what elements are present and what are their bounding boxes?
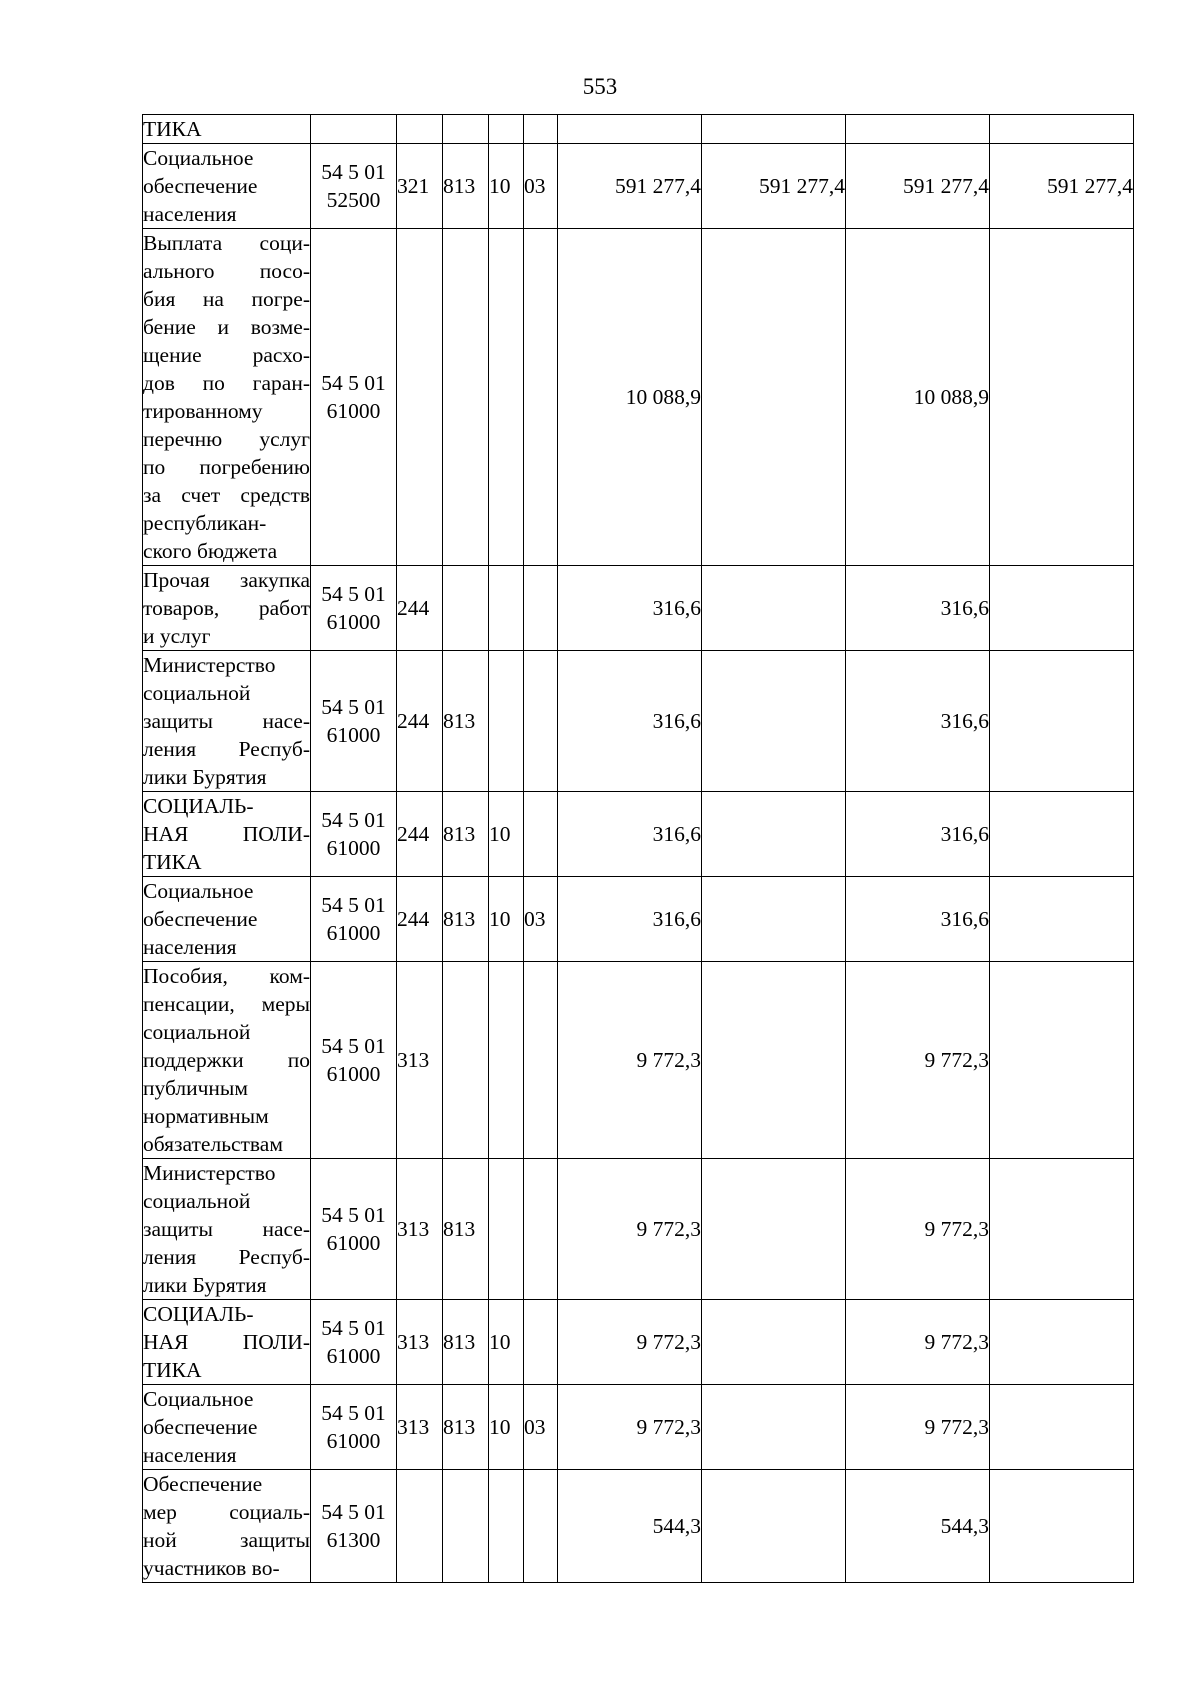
subsection-cell bbox=[524, 651, 558, 792]
target-article-line: 61000 bbox=[326, 610, 381, 634]
ministry-code-cell: 813 bbox=[443, 1159, 489, 1300]
row-name-line: республикан- bbox=[143, 511, 267, 535]
amount-cell-4: 591 277,4 bbox=[990, 144, 1134, 229]
row-name-line: за счет средств bbox=[143, 483, 310, 507]
amount-cell-4 bbox=[990, 115, 1134, 144]
row-name-line: товаров, работ bbox=[143, 596, 310, 620]
row-name-line: Министерство bbox=[143, 653, 276, 677]
row-name-line: ления Респуб- bbox=[143, 737, 310, 761]
expense-type-cell: 244 bbox=[397, 651, 443, 792]
target-article-line: 61000 bbox=[326, 921, 381, 945]
amount-cell-1: 9 772,3 bbox=[558, 962, 702, 1159]
row-name-line: ной защиты bbox=[143, 1528, 310, 1552]
row-name-line: поддержки по bbox=[143, 1048, 310, 1072]
row-name-line: Министерство bbox=[143, 1161, 276, 1185]
amount-cell-2 bbox=[702, 1300, 846, 1385]
target-article-line: 61300 bbox=[326, 1528, 381, 1552]
row-name-cell bbox=[143, 229, 311, 566]
row-name-line: населения bbox=[143, 935, 237, 959]
ministry-code-cell: 813 bbox=[443, 144, 489, 229]
expense-type-cell: 321 bbox=[397, 144, 443, 229]
row-name-line: дов по гаран- bbox=[143, 371, 310, 395]
amount-cell-4 bbox=[990, 877, 1134, 962]
amount-cell-3: 9 772,3 bbox=[846, 1385, 990, 1470]
target-article-line: 61000 bbox=[326, 1231, 381, 1255]
row-name-cell bbox=[143, 792, 311, 877]
section-cell bbox=[489, 962, 524, 1159]
target-article-line: 54 5 01 bbox=[321, 160, 386, 184]
ministry-code-cell bbox=[443, 1470, 489, 1583]
expense-type-cell bbox=[397, 1470, 443, 1583]
table-row bbox=[143, 1385, 1134, 1470]
expense-type-cell bbox=[397, 115, 443, 144]
row-name-line: щение расхо- bbox=[143, 343, 310, 367]
target-article-cell bbox=[311, 962, 397, 1159]
amount-cell-1: 316,6 bbox=[558, 877, 702, 962]
amount-cell-3: 10 088,9 bbox=[846, 229, 990, 566]
row-name-line: социальной bbox=[143, 681, 251, 705]
target-article-line: 54 5 01 bbox=[321, 1316, 386, 1340]
amount-cell-2 bbox=[702, 962, 846, 1159]
amount-cell-1: 591 277,4 bbox=[558, 144, 702, 229]
subsection-cell bbox=[524, 1470, 558, 1583]
expense-type-cell bbox=[397, 229, 443, 566]
row-name-line: участников во- bbox=[143, 1556, 280, 1580]
amount-cell-4 bbox=[990, 792, 1134, 877]
amount-cell-3: 9 772,3 bbox=[846, 962, 990, 1159]
ministry-code-cell: 813 bbox=[443, 792, 489, 877]
section-cell bbox=[489, 1470, 524, 1583]
row-name-cell bbox=[143, 1300, 311, 1385]
ministry-code-cell bbox=[443, 229, 489, 566]
section-cell: 10 bbox=[489, 1300, 524, 1385]
expense-type-cell: 244 bbox=[397, 566, 443, 651]
target-article-cell bbox=[311, 566, 397, 651]
subsection-cell bbox=[524, 1159, 558, 1300]
row-name-line: перечню услуг bbox=[143, 427, 310, 451]
target-article-line: 52500 bbox=[326, 188, 381, 212]
target-article-line: 61000 bbox=[326, 1344, 381, 1368]
amount-cell-2 bbox=[702, 566, 846, 651]
subsection-cell bbox=[524, 792, 558, 877]
table-body bbox=[143, 115, 1134, 1583]
target-article-line: 54 5 01 bbox=[321, 1500, 386, 1524]
subsection-cell bbox=[524, 229, 558, 566]
amount-cell-2 bbox=[702, 1385, 846, 1470]
row-name-line: обеспечение bbox=[143, 174, 258, 198]
target-article-line: 54 5 01 bbox=[321, 1034, 386, 1058]
ministry-code-cell bbox=[443, 115, 489, 144]
row-name-line: лики Бурятия bbox=[143, 765, 267, 789]
row-name-line: населения bbox=[143, 202, 237, 226]
expense-type-cell: 244 bbox=[397, 877, 443, 962]
row-name-cell bbox=[143, 1159, 311, 1300]
amount-cell-4 bbox=[990, 566, 1134, 651]
table-row bbox=[143, 1470, 1134, 1583]
amount-cell-4 bbox=[990, 1159, 1134, 1300]
target-article-cell bbox=[311, 1300, 397, 1385]
row-name-line: Социальное bbox=[143, 879, 254, 903]
amount-cell-1: 544,3 bbox=[558, 1470, 702, 1583]
amount-cell-2 bbox=[702, 1470, 846, 1583]
target-article-cell bbox=[311, 1159, 397, 1300]
row-name-line: лики Бурятия bbox=[143, 1273, 267, 1297]
target-article-line: 54 5 01 bbox=[321, 1203, 386, 1227]
row-name-line: Социальное bbox=[143, 146, 254, 170]
row-name-line: обеспечение bbox=[143, 907, 258, 931]
amount-cell-2: 591 277,4 bbox=[702, 144, 846, 229]
row-name-cell bbox=[143, 115, 311, 144]
row-name-line: Социальное bbox=[143, 1387, 254, 1411]
target-article-cell bbox=[311, 1470, 397, 1583]
ministry-code-cell: 813 bbox=[443, 1385, 489, 1470]
row-name-line: Обеспечение bbox=[143, 1472, 263, 1496]
ministry-code-cell: 813 bbox=[443, 877, 489, 962]
row-name-line: ТИКА bbox=[143, 850, 202, 874]
amount-cell-1: 9 772,3 bbox=[558, 1385, 702, 1470]
section-cell bbox=[489, 115, 524, 144]
row-name-line: и услуг bbox=[143, 624, 211, 648]
row-name-cell bbox=[143, 566, 311, 651]
row-name-line: населения bbox=[143, 1443, 237, 1467]
target-article-line: 54 5 01 bbox=[321, 582, 386, 606]
amount-cell-1: 10 088,9 bbox=[558, 229, 702, 566]
row-name-cell bbox=[143, 877, 311, 962]
section-cell bbox=[489, 1159, 524, 1300]
amount-cell-3: 591 277,4 bbox=[846, 144, 990, 229]
amount-cell-1: 9 772,3 bbox=[558, 1159, 702, 1300]
row-name-line: Пособия, ком- bbox=[143, 964, 310, 988]
ministry-code-cell: 813 bbox=[443, 1300, 489, 1385]
amount-cell-2 bbox=[702, 792, 846, 877]
row-name-line: защиты насе- bbox=[143, 709, 310, 733]
amount-cell-4 bbox=[990, 1300, 1134, 1385]
row-name-line: СОЦИАЛЬ- bbox=[143, 1302, 254, 1326]
row-name-line: обеспечение bbox=[143, 1415, 258, 1439]
row-name-line: ТИКА bbox=[143, 117, 202, 141]
row-name-line: ления Респуб- bbox=[143, 1245, 310, 1269]
row-name-line: ского бюджета bbox=[143, 539, 278, 563]
target-article-line: 61000 bbox=[326, 399, 381, 423]
row-name-line: социальной bbox=[143, 1189, 251, 1213]
row-name-line: защиты насе- bbox=[143, 1217, 310, 1241]
amount-cell-3 bbox=[846, 115, 990, 144]
amount-cell-1: 316,6 bbox=[558, 651, 702, 792]
section-cell bbox=[489, 566, 524, 651]
table-row bbox=[143, 229, 1134, 566]
row-name-line: НАЯ ПОЛИ- bbox=[143, 822, 310, 846]
expense-type-cell: 313 bbox=[397, 1385, 443, 1470]
row-name-cell bbox=[143, 1385, 311, 1470]
section-cell: 10 bbox=[489, 144, 524, 229]
amount-cell-3: 9 772,3 bbox=[846, 1300, 990, 1385]
expense-type-cell: 313 bbox=[397, 962, 443, 1159]
table-row bbox=[143, 144, 1134, 229]
amount-cell-4 bbox=[990, 1385, 1134, 1470]
target-article-cell bbox=[311, 792, 397, 877]
table-row bbox=[143, 651, 1134, 792]
subsection-cell: 03 bbox=[524, 144, 558, 229]
amount-cell-3: 316,6 bbox=[846, 877, 990, 962]
expense-type-cell: 244 bbox=[397, 792, 443, 877]
table-row bbox=[143, 566, 1134, 651]
amount-cell-3: 316,6 bbox=[846, 651, 990, 792]
row-name-line: нормативным bbox=[143, 1104, 269, 1128]
amount-cell-2 bbox=[702, 1159, 846, 1300]
amount-cell-1: 316,6 bbox=[558, 792, 702, 877]
amount-cell-3: 544,3 bbox=[846, 1470, 990, 1583]
target-article-line: 61000 bbox=[326, 1062, 381, 1086]
ministry-code-cell bbox=[443, 962, 489, 1159]
subsection-cell bbox=[524, 566, 558, 651]
row-name-line: Выплата соци- bbox=[143, 231, 310, 255]
amount-cell-1: 9 772,3 bbox=[558, 1300, 702, 1385]
amount-cell-3: 9 772,3 bbox=[846, 1159, 990, 1300]
row-name-cell bbox=[143, 1470, 311, 1583]
table-row bbox=[143, 1300, 1134, 1385]
section-cell bbox=[489, 229, 524, 566]
page-number: 553 bbox=[582, 74, 618, 99]
row-name-line: обязательствам bbox=[143, 1132, 283, 1156]
row-name-line: Прочая закупка bbox=[143, 568, 310, 592]
amount-cell-1: 316,6 bbox=[558, 566, 702, 651]
row-name-line: ального посо- bbox=[143, 259, 310, 283]
amount-cell-2 bbox=[702, 651, 846, 792]
target-article-line: 54 5 01 bbox=[321, 893, 386, 917]
target-article-cell bbox=[311, 229, 397, 566]
section-cell: 10 bbox=[489, 792, 524, 877]
table-row bbox=[143, 877, 1134, 962]
amount-cell-2 bbox=[702, 115, 846, 144]
row-name-line: бение и возме- bbox=[143, 315, 310, 339]
row-name-line: социальной bbox=[143, 1020, 251, 1044]
section-cell: 10 bbox=[489, 1385, 524, 1470]
target-article-cell bbox=[311, 877, 397, 962]
target-article-line: 54 5 01 bbox=[321, 1401, 386, 1425]
target-article-cell bbox=[311, 651, 397, 792]
subsection-cell bbox=[524, 115, 558, 144]
row-name-cell bbox=[143, 144, 311, 229]
expense-type-cell: 313 bbox=[397, 1159, 443, 1300]
amount-cell-2 bbox=[702, 877, 846, 962]
target-article-line: 54 5 01 bbox=[321, 371, 386, 395]
target-article-cell bbox=[311, 1385, 397, 1470]
table-row bbox=[143, 115, 1134, 144]
amount-cell-4 bbox=[990, 651, 1134, 792]
row-name-line: пенсации, меры bbox=[143, 992, 310, 1016]
row-name-line: по погребению bbox=[143, 455, 310, 479]
row-name-cell bbox=[143, 962, 311, 1159]
section-cell: 10 bbox=[489, 877, 524, 962]
row-name-line: публичным bbox=[143, 1076, 248, 1100]
amount-cell-4 bbox=[990, 962, 1134, 1159]
expense-type-cell: 313 bbox=[397, 1300, 443, 1385]
target-article-cell bbox=[311, 144, 397, 229]
amount-cell-1 bbox=[558, 115, 702, 144]
budget-table bbox=[142, 114, 1134, 1583]
row-name-line: тированному bbox=[143, 399, 263, 423]
target-article-cell bbox=[311, 115, 397, 144]
ministry-code-cell bbox=[443, 566, 489, 651]
amount-cell-3: 316,6 bbox=[846, 566, 990, 651]
row-name-line: СОЦИАЛЬ- bbox=[143, 794, 254, 818]
row-name-line: бия на погре- bbox=[143, 287, 310, 311]
row-name-line: ТИКА bbox=[143, 1358, 202, 1382]
amount-cell-2 bbox=[702, 229, 846, 566]
table-row bbox=[143, 962, 1134, 1159]
target-article-line: 54 5 01 bbox=[321, 695, 386, 719]
amount-cell-4 bbox=[990, 1470, 1134, 1583]
row-name-cell bbox=[143, 651, 311, 792]
row-name-line: НАЯ ПОЛИ- bbox=[143, 1330, 310, 1354]
amount-cell-3: 316,6 bbox=[846, 792, 990, 877]
subsection-cell bbox=[524, 962, 558, 1159]
subsection-cell: 03 bbox=[524, 1385, 558, 1470]
target-article-line: 61000 bbox=[326, 1429, 381, 1453]
subsection-cell bbox=[524, 1300, 558, 1385]
row-name-line: мер социаль- bbox=[143, 1500, 310, 1524]
ministry-code-cell: 813 bbox=[443, 651, 489, 792]
table-row bbox=[143, 1159, 1134, 1300]
target-article-line: 61000 bbox=[326, 723, 381, 747]
target-article-line: 54 5 01 bbox=[321, 808, 386, 832]
target-article-line: 61000 bbox=[326, 836, 381, 860]
amount-cell-4 bbox=[990, 229, 1134, 566]
subsection-cell: 03 bbox=[524, 877, 558, 962]
section-cell bbox=[489, 651, 524, 792]
table-row bbox=[143, 792, 1134, 877]
